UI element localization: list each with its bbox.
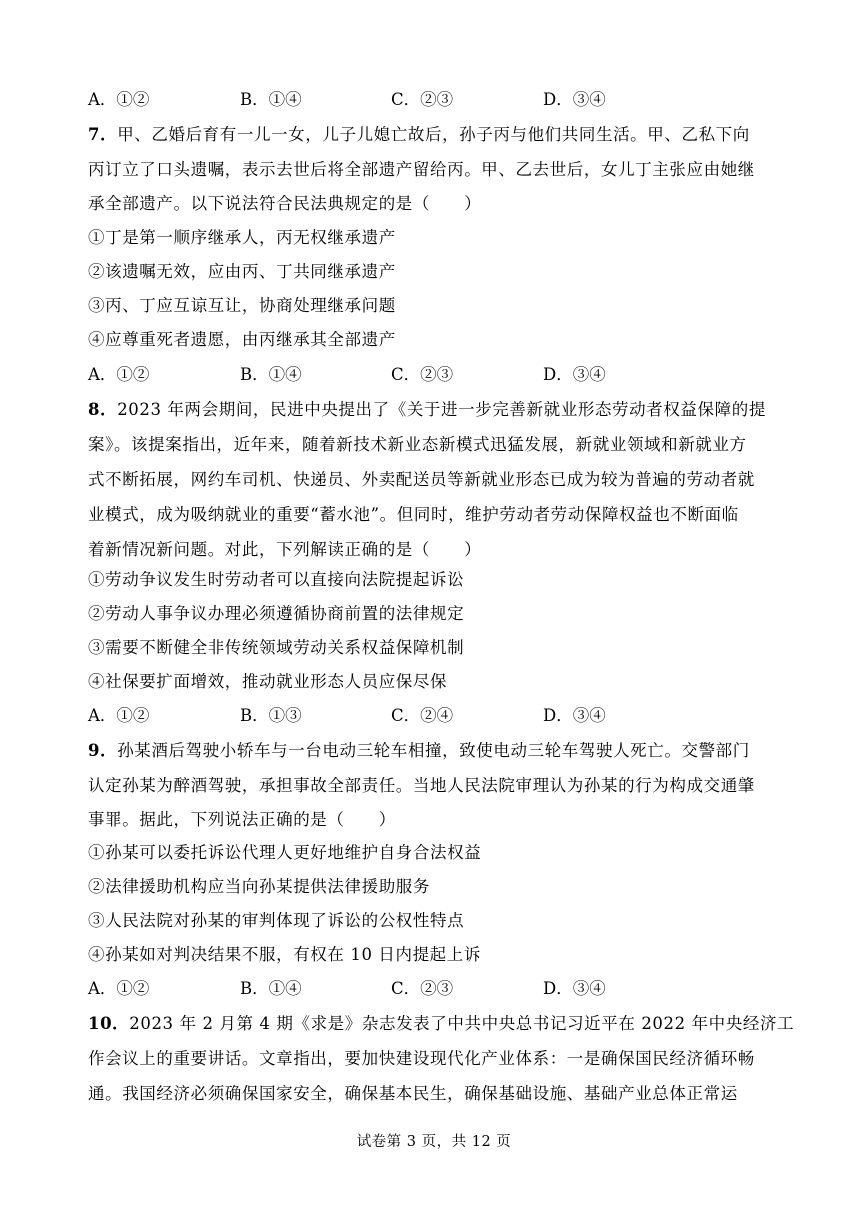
option-b: B．①④ bbox=[240, 979, 302, 998]
q9-number: 9． bbox=[88, 741, 118, 760]
q9-stem-line-3: 事罪。据此，下列说法正确的是（ ） bbox=[88, 810, 396, 829]
option-a: A．①② bbox=[88, 706, 150, 725]
q7-item-3: ③丙、丁应互谅互让，协商处理继承问题 bbox=[88, 296, 396, 315]
q8-item-2: ②劳动人事争议办理必须遵循协商前置的法律规定 bbox=[88, 604, 465, 623]
q9-item-2: ②法律援助机构应当向孙某提供法律援助服务 bbox=[88, 877, 430, 896]
q9-stem-line-1: 9．孙某酒后驾驶小轿车与一台电动三轮车相撞，致使电动三轮车驾驶人死亡。交警部门 bbox=[88, 741, 750, 760]
q10-stem-line-3: 通。我国经济必须确保国家安全，确保基本民生，确保基础设施、基础产业总体正常运 bbox=[88, 1084, 738, 1103]
option-a: A．①② bbox=[88, 90, 150, 109]
q9-stem-line-2: 认定孙某为醉酒驾驶，承担事故全部责任。当地人民法院审理认为孙某的行为构成交通肇 bbox=[88, 776, 755, 795]
q8-item-3: ③需要不断健全非传统领域劳动关系权益保障机制 bbox=[88, 638, 465, 657]
q8-options bbox=[88, 704, 778, 728]
option-c: C．②③ bbox=[391, 979, 454, 998]
q7-stem-line-1: 7．甲、乙婚后育有一儿一女，儿子儿媳亡故后，孙子丙与他们共同生活。甲、乙私下向 bbox=[88, 125, 750, 144]
q7-options bbox=[88, 363, 778, 387]
q8-stem-line-1: 8．2023 年两会期间，民进中央提出了《关于进一步完善新就业形态劳动者权益保障的提 bbox=[88, 400, 766, 419]
q8-number: 8． bbox=[88, 400, 118, 419]
q7-number: 7． bbox=[88, 125, 118, 144]
q7-stem-line-2: 丙订立了口头遗嘱，表示去世后将全部遗产留给丙。甲、乙去世后，女儿丁主张应由她继 bbox=[88, 160, 755, 179]
q6-options bbox=[88, 88, 778, 112]
q8-stem-line-2: 案》。该提案指出，近年来，随着新技术新业态新模式迅猛发展，新就业领域和新就业方 bbox=[88, 435, 747, 454]
option-d: D．③④ bbox=[543, 706, 606, 725]
q7-item-1: ①丁是第一顺序继承人，丙无权继承遗产 bbox=[88, 228, 396, 247]
q10-stem-line-1: 10．2023 年 2 月第 4 期《求是》杂志发表了中共中央总书记习近平在 2022 年中央经济工 bbox=[88, 1014, 795, 1033]
option-c: C．②④ bbox=[391, 706, 454, 725]
option-a: A．①② bbox=[88, 365, 150, 384]
option-b: B．①③ bbox=[240, 706, 302, 725]
q7-item-4: ④应尊重死者遗愿，由丙继承其全部遗产 bbox=[88, 330, 396, 349]
q8-item-1: ①劳动争议发生时劳动者可以直接向法院提起诉讼 bbox=[88, 570, 465, 589]
option-b: B．①④ bbox=[240, 365, 302, 384]
option-d: D．③④ bbox=[543, 90, 606, 109]
q7-stem-line-3: 承全部遗产。以下说法符合民法典规定的是（ ） bbox=[88, 194, 482, 213]
q8-stem-line-3: 式不断拓展，网约车司机、快递员、外卖配送员等新就业形态已成为较为普遍的劳动者就 bbox=[88, 470, 755, 489]
option-c: C．②③ bbox=[391, 90, 454, 109]
q7-item-2: ②该遗嘱无效，应由丙、丁共同继承遗产 bbox=[88, 262, 396, 281]
q8-item-4: ④社保要扩面增效，推动就业形态人员应保尽保 bbox=[88, 672, 448, 691]
option-a: A．①② bbox=[88, 979, 150, 998]
q10-number: 10． bbox=[88, 1014, 130, 1033]
q9-item-3: ③人民法院对孙某的审判体现了诉讼的公权性特点 bbox=[88, 911, 465, 930]
q8-stem-line-4: 业模式，成为吸纳就业的重要“蓄水池”。但同时，维护劳动者劳动保障权益也不断面临 bbox=[88, 505, 739, 524]
q10-stem-line-2: 作会议上的重要讲话。文章指出，要加快建设现代化产业体系：一是确保国民经济循环畅 bbox=[88, 1049, 755, 1068]
q9-options bbox=[88, 977, 778, 1001]
q9-item-1: ①孙某可以委托诉讼代理人更好地维护自身合法权益 bbox=[88, 843, 482, 862]
option-d: D．③④ bbox=[543, 979, 606, 998]
option-b: B．①④ bbox=[240, 90, 302, 109]
page-footer: 试卷第 3 页，共 12 页 bbox=[356, 1134, 512, 1150]
q9-item-4: ④孙某如对判决结果不服，有权在 10 日内提起上诉 bbox=[88, 945, 481, 964]
option-c: C．②③ bbox=[391, 365, 454, 384]
option-d: D．③④ bbox=[543, 365, 606, 384]
q8-stem-line-5: 着新情况新问题。对此，下列解读正确的是（ ） bbox=[88, 540, 482, 559]
